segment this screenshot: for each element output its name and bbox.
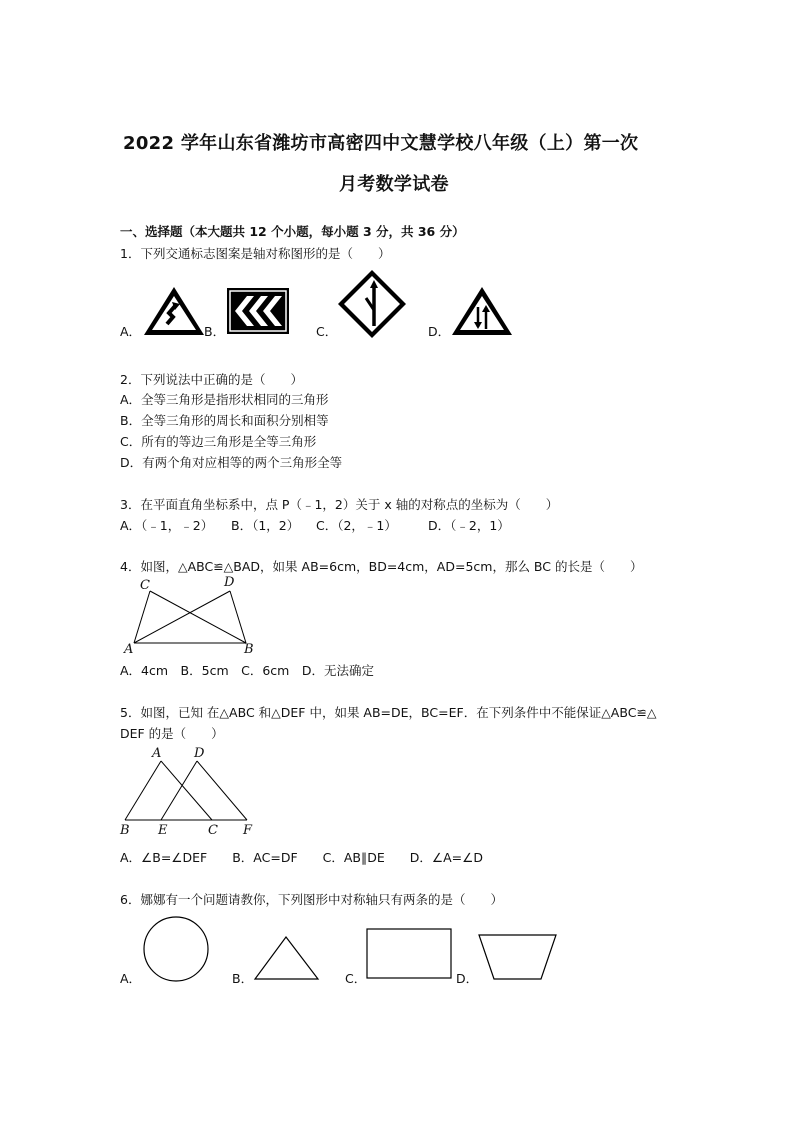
q6-stem: 6．娜娜有一个问题请教你，下列图形中对称轴只有两条的是（ ） [120, 892, 503, 907]
q4-point-d: D [224, 575, 235, 590]
q5-point-d: D [194, 746, 205, 761]
q5-figure [120, 745, 260, 830]
q3-option-c: C．（2，﹣1） [316, 518, 397, 533]
q2-stem: 2．下列说法中正确的是（ ） [120, 372, 303, 387]
q5-point-f: F [243, 823, 253, 838]
q5-options: A．∠B=∠DEF B．AC=DF C．AB∥DE D．∠A=∠D [120, 850, 483, 865]
q5-point-b: B [120, 823, 130, 838]
q2-option-b: B．全等三角形的周长和面积分别相等 [120, 413, 329, 428]
q3-option-a: A．（﹣1，﹣2） [120, 518, 214, 533]
q6-label-d: D． [456, 971, 479, 986]
q3-option-d: D．（﹣2，1） [428, 518, 510, 533]
q1-label-d: D． [428, 324, 451, 339]
q4-point-c: C [140, 578, 150, 593]
rectangle-shape-icon [365, 927, 455, 982]
trapezoid-shape-icon [476, 932, 560, 982]
q2-option-d: D．有两个角对应相等的两个三角形全等 [120, 455, 343, 470]
q4-options: A．4cm B．5cm C．6cm D．无法确定 [120, 663, 374, 678]
q3-option-b: B．（1，2） [231, 518, 300, 533]
q1-label-a: A． [120, 324, 142, 339]
triangle-shape-icon [252, 934, 322, 982]
page-title-line2: 月考数学试卷 [339, 174, 449, 195]
q5-stem-line1: 5．如图，已知 在△ABC 和△DEF 中，如果 AB=DE，BC=EF．在下列条件中不能保证△ABC≌△ [120, 705, 657, 720]
circle-shape-icon [140, 914, 212, 986]
section-heading: 一、选择题（本大题共 12 个小题，每小题 3 分，共 36 分） [120, 224, 465, 239]
q5-point-a: A [152, 746, 162, 761]
q5-point-c: C [208, 823, 218, 838]
two-way-triangle-icon [450, 285, 514, 337]
q2-option-c: C．所有的等边三角形是全等三角形 [120, 434, 317, 449]
warning-triangle-zigzag-icon [142, 285, 206, 337]
q4-point-b: B [244, 642, 254, 657]
q1-label-c: C． [316, 324, 338, 339]
q5-point-e: E [158, 823, 168, 838]
q4-point-a: A [124, 642, 134, 657]
q6-label-b: B． [232, 971, 254, 986]
page-title: 2022 学年山东省潍坊市高密四中文慧学校八年级（上）第一次 [123, 133, 639, 154]
q2-option-a: A．全等三角形是指形状相同的三角形 [120, 392, 329, 407]
q6-label-c: C． [345, 971, 367, 986]
merge-diamond-icon [338, 270, 406, 338]
q1-stem: 1．下列交通标志图案是轴对称图形的是（ ） [120, 246, 391, 261]
q3-stem: 3．在平面直角坐标系中，点 P（﹣1，2）关于 x 轴的对称点的坐标为（ ） [120, 497, 559, 512]
q4-stem: 4．如图，△ABC≌△BAD，如果 AB=6cm，BD=4cm，AD=5cm，那么 BC 的长是（ ） [120, 559, 643, 574]
q5-stem-line2: DEF 的是（ ） [120, 726, 224, 741]
q1-label-b: B． [204, 324, 226, 339]
q6-label-a: A． [120, 971, 142, 986]
chevron-board-icon [227, 288, 289, 334]
